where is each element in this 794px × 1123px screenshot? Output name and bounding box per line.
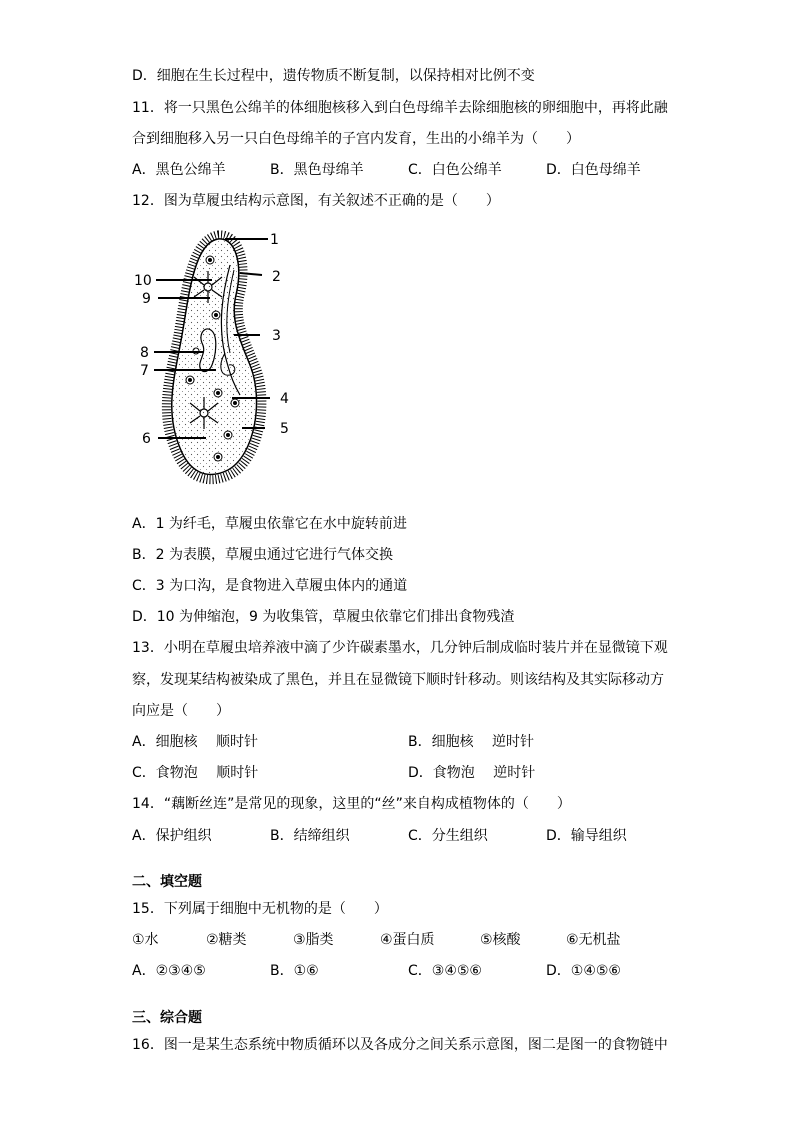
q14-option-c: C．分生组织	[408, 828, 488, 844]
q15-option-b: B．①⑥	[270, 963, 319, 979]
q14-option-d: D．输导组织	[546, 828, 627, 844]
q15-option-a: A．②③④⑤	[132, 963, 206, 979]
q14-option-b: B．结缔组织	[270, 828, 350, 844]
figure-label-9: 9	[142, 291, 151, 307]
q15-item-5: ⑤核酸	[480, 932, 521, 948]
q15-item-4: ④蛋白质	[380, 932, 435, 948]
q15-item-2: ②糖类	[206, 932, 247, 948]
q13-option-b: B．细胞核 逆时针	[408, 734, 535, 750]
figure-label-7: 7	[140, 363, 149, 379]
q13-stem-line1: 13．小明在草履虫培养液中滴了少许碳素墨水，几分钟后制成临时装片并在显微镜下观	[132, 640, 668, 656]
q16-stem: 16．图一是某生态系统中物质循环以及各成分之间关系示意图，图二是图一的食物链中	[132, 1037, 668, 1053]
q15-item-3: ③脂类	[293, 932, 334, 948]
q15-item-6: ⑥无机盐	[566, 932, 621, 948]
figure-label-3: 3	[272, 328, 281, 344]
figure-label-1: 1	[270, 232, 279, 248]
q15-option-d: D．①④⑤⑥	[546, 963, 621, 979]
q12-option-b: B．2 为表膜，草履虫通过它进行气体交换	[132, 547, 393, 563]
q12-option-c: C．3 为口沟，是食物进入草履虫体内的通道	[132, 578, 408, 594]
figure-label-5: 5	[280, 421, 289, 437]
q13-option-a: A．细胞核 顺时针	[132, 734, 259, 750]
figure-label-8: 8	[140, 345, 149, 361]
q15-option-c: C．③④⑤⑥	[408, 963, 482, 979]
q13-option-c: C．食物泡 顺时针	[132, 765, 259, 781]
figure-label-10: 10	[134, 273, 152, 289]
q14-option-a: A．保护组织	[132, 828, 212, 844]
q11-stem-line1: 11．将一只黑色公绵羊的体细胞核移入到白色母绵羊去除细胞核的卵细胞中，再将此融	[132, 100, 668, 116]
q13-option-d: D．食物泡 逆时针	[408, 765, 536, 781]
q12-option-a: A．1 为纤毛，草履虫依靠它在水中旋转前进	[132, 516, 407, 532]
q15-stem: 15．下列属于细胞中无机物的是（ ）	[132, 901, 388, 917]
section-fill-in-title: 二、填空题	[132, 874, 202, 890]
q11-stem-line2: 合到细胞移入另一只白色母绵羊的子宫内发育，生出的小绵羊为（ ）	[132, 131, 580, 147]
q11-option-d: D．白色母绵羊	[546, 162, 641, 178]
q15-item-1: ①水	[132, 932, 159, 948]
figure-label-6: 6	[142, 431, 151, 447]
q13-stem-line3: 向应是（ ）	[132, 703, 230, 719]
q11-option-a: A．黑色公绵羊	[132, 162, 226, 178]
q13-stem-line2: 察，发现某结构被染成了黑色，并且在显微镜下顺时针移动。则该结构及其实际移动方	[132, 672, 664, 688]
figure-label-2: 2	[272, 269, 281, 285]
paramecium-figure	[130, 225, 305, 497]
q11-option-c: C．白色公绵羊	[408, 162, 502, 178]
q12-option-d: D．10 为伸缩泡，9 为收集管，草履虫依靠它们排出食物残渣	[132, 609, 515, 625]
q11-option-b: B．黑色母绵羊	[270, 162, 364, 178]
figure-label-4: 4	[280, 391, 289, 407]
q14-stem: 14．“藕断丝连”是常见的现象，这里的“丝”来自构成植物体的（ ）	[132, 796, 571, 812]
q10-option-d: D．细胞在生长过程中，遗传物质不断复制，以保持相对比例不变	[132, 68, 535, 84]
section-comprehensive-title: 三、综合题	[132, 1010, 202, 1026]
q12-stem: 12．图为草履虫结构示意图，有关叙述不正确的是（ ）	[132, 193, 500, 209]
